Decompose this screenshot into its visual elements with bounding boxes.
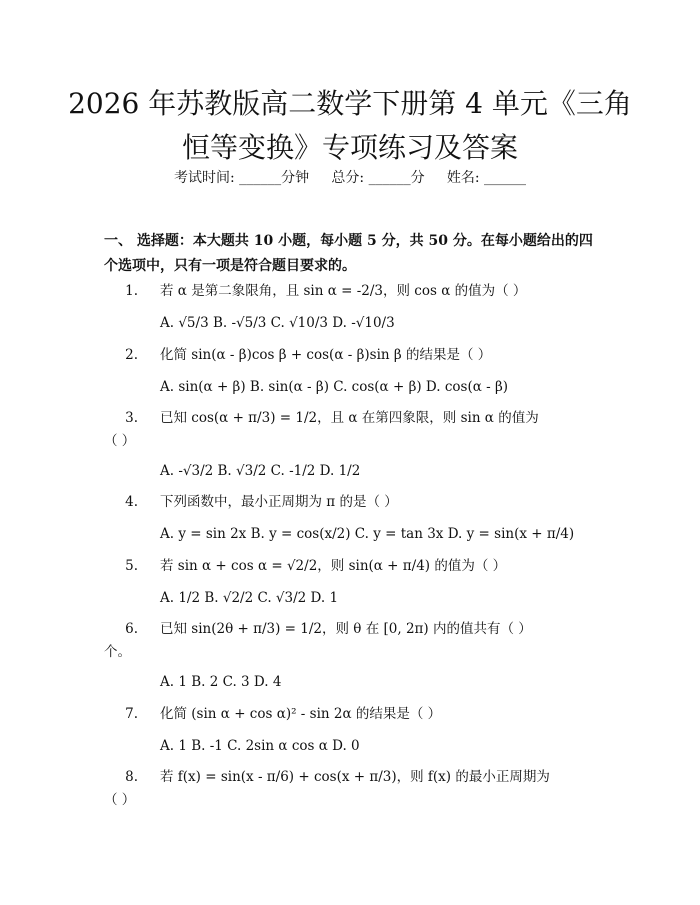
question-options: A. y = sin 2x B. y = cos(x/2) C. y = tan 3x D. y = sin(x + π/4) (160, 526, 575, 542)
question-text-continuation: （ ） (104, 433, 136, 449)
question-text-continuation: 个。 (104, 644, 131, 660)
question-text: 已知 sin(2θ + π/3) = 1/2，则 θ 在 [0, 2π) 内的值共有（ ） (160, 621, 532, 637)
question-text: 若 f(x) = sin(x - π/6) + cos(x + π/3)，则 f(x) 的最小正周期为 (160, 769, 550, 785)
question-text: 化简 sin(α - β)cos β + cos(α - β)sin β 的结果是（ ） (160, 347, 492, 363)
question-options: A. 1 B. -1 C. 2sin α cos α D. 0 (160, 738, 360, 754)
question-options: A. sin(α + β) B. sin(α - β) C. cos(α + β) D. cos(α - β) (160, 379, 509, 395)
section-heading: 一、 选择题：本大题共 10 小题，每小题 5 分，共 50 分。在每小题给出的四个选项中，只有一项是符合题目要求的。 (104, 233, 593, 274)
question-number: 3. (125, 410, 138, 426)
question-number: 2. (125, 347, 138, 363)
exam-info-line: 考试时间: ______分钟 总分: ______分 姓名: ______ (173, 170, 526, 186)
question-number: 5. (125, 558, 138, 574)
question-text-continuation: （ ） (104, 792, 136, 808)
title-line-2: 恒等变换》专项练习及答案 (181, 131, 518, 164)
question-options: A. 1 B. 2 C. 3 D. 4 (160, 674, 282, 690)
question-number: 8. (125, 769, 138, 785)
question-text: 若 sin α + cos α = √2/2，则 sin(α + π/4) 的值为（ ） (160, 558, 507, 574)
question-options: A. √5/3 B. -√5/3 C. √10/3 D. -√10/3 (160, 315, 395, 331)
question-options: A. 1/2 B. √2/2 C. √3/2 D. 1 (160, 590, 339, 606)
document-title (60, 82, 640, 170)
question-number: 6. (125, 621, 138, 637)
question-text: 已知 cos(α + π/3) = 1/2，且 α 在第四象限，则 sin α 的值为 (160, 410, 539, 426)
question-number: 4. (125, 494, 138, 510)
title-line-1: 2026 年苏教版高二数学下册第 4 单元《三角 (68, 87, 632, 120)
question-number: 1. (125, 283, 138, 299)
question-text: 化简 (sin α + cos α)² - sin 2α 的结果是（ ） (160, 706, 442, 722)
question-options: A. -√3/2 B. √3/2 C. -1/2 D. 1/2 (160, 463, 361, 479)
question-text: 若 α 是第二象限角，且 sin α = -2/3，则 cos α 的值为（ ） (160, 283, 527, 299)
question-text: 下列函数中，最小正周期为 π 的是（ ） (160, 494, 398, 510)
question-number: 7. (125, 706, 138, 722)
